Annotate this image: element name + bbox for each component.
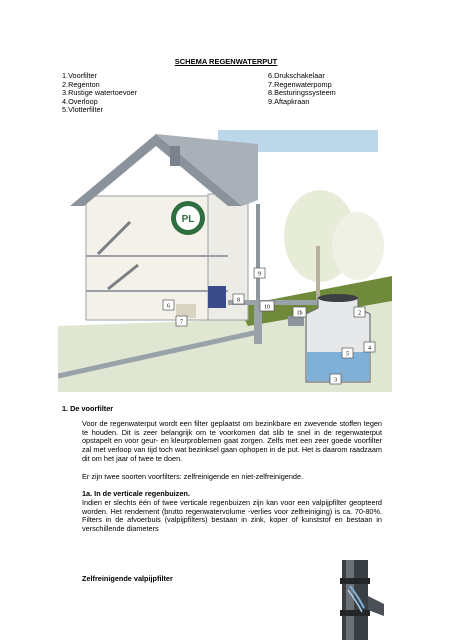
svg-text:6: 6 [167, 303, 170, 310]
paragraph: Er zijn twee soorten voorfilters: zelfreinigende en niet-zelfreinigende. [82, 471, 304, 481]
svg-text:4: 4 [368, 345, 371, 352]
marker-6 [163, 300, 174, 310]
marker-5 [342, 348, 353, 358]
svg-text:1b: 1b [296, 310, 303, 317]
svg-text:7: 7 [180, 319, 183, 326]
section-heading: 1. De voorfilter [62, 404, 114, 413]
tree-canopy [332, 212, 384, 280]
legend-left [62, 72, 137, 115]
house-wall [86, 196, 228, 320]
paragraph: Voor de regenwaterput wordt een filter geplaatst om bezinkbare en zwevende stoffen tegen te houden. Dit is zeer belangrijk om te voorkomen dat slib te snel in de regenwaterput opstapelt en voor geur- en kleurproblemen gaat zorgen. Zelfs met een zeer goede voorfilter zal met verloop van tijd toch wat bezinksel gaan ophopen in de put. Het is daarom raadzaam dit om het jaar of twee te doen. [82, 419, 382, 463]
legend-item: 1.Voorfilter [62, 71, 97, 80]
marker-7 [176, 316, 187, 326]
tree-trunk [316, 246, 320, 301]
legend-item: 8.Besturingssysteem [268, 88, 336, 98]
legend-right [268, 72, 336, 106]
svg-text:5: 5 [346, 351, 349, 358]
legend-item: 5.Vlotterfilter [62, 105, 103, 115]
pump-unit [208, 286, 226, 308]
marker-4 [364, 342, 375, 352]
svg-text:2: 2 [358, 310, 361, 317]
logo-text: PL [181, 214, 195, 225]
body-text [82, 420, 382, 534]
page-title: SCHEMA REGENWATERPUT [174, 57, 278, 66]
marker-2 [354, 307, 365, 317]
figure-caption: Zelfreinigende valpijpfilter [82, 574, 173, 583]
outlet [368, 596, 384, 616]
svg-text:9: 9 [258, 271, 261, 278]
downpipe [256, 204, 260, 304]
legend-item: 9.Aftapkraan [268, 96, 310, 106]
marker-9 [254, 268, 265, 278]
svg-text:10: 10 [264, 304, 270, 311]
legend-item: 2.Regenton [62, 79, 100, 89]
chimney [170, 146, 180, 166]
marker-10 [260, 301, 274, 311]
valpijpfilter-illustration [324, 560, 394, 640]
paragraph: Indien er slechts één of twee verticale regenbuizen zijn kan voor een valpijpfilter geopteerd worden. Het rendement (brutto regenwatervolume -verlies voor zelfreiniging) is ca. 70-80%. Filters in de afvoerbuis (valpijpfilters) bestaan in zink, koper of kunststof en bestaan in verschillende diameters [82, 497, 382, 534]
svg-text:3: 3 [334, 377, 337, 384]
svg-text:8: 8 [237, 297, 240, 304]
marker-3 [330, 374, 341, 384]
prefilter [288, 316, 304, 326]
legend-item: 3.Rustige watertoevoer [62, 88, 138, 98]
marker-1b [293, 307, 306, 317]
legend-item: 6.Drukschakelaar [268, 71, 325, 80]
subsection-heading: 1a. In de verticale regenbuizen. [82, 489, 190, 499]
legend-item: 7.Regenwaterpomp [268, 79, 332, 89]
cistern-lid [318, 294, 358, 302]
rainwater-system-illustration [58, 126, 392, 392]
marker-8 [233, 294, 244, 304]
legend-item: 4.Overloop [62, 96, 98, 106]
